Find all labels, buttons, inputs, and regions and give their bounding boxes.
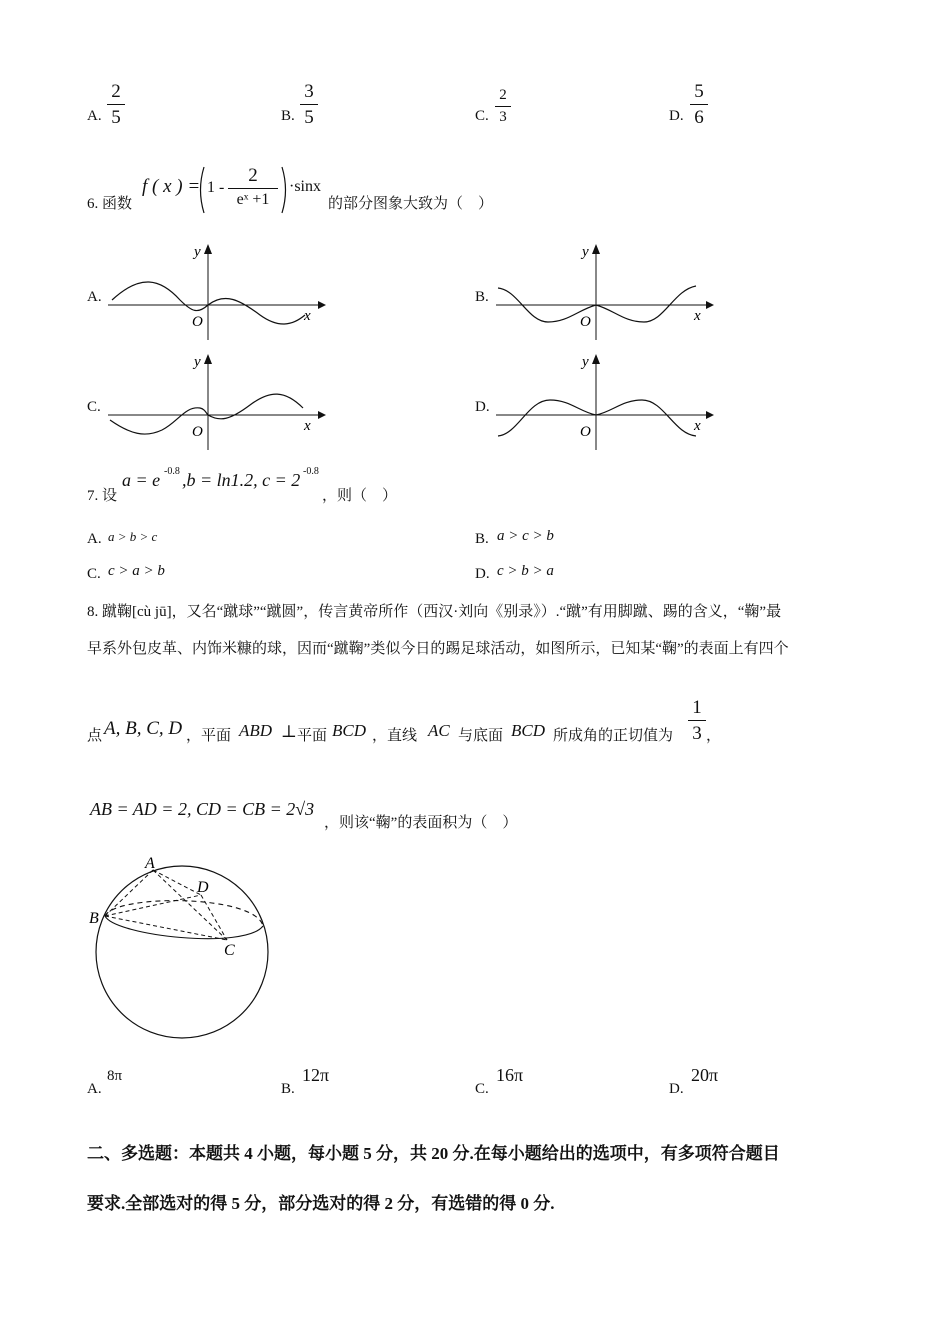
q6-option-c-label[interactable]: C. xyxy=(87,399,101,415)
x-label: x xyxy=(694,308,701,324)
q7-exp-c: -0.8 xyxy=(303,466,319,477)
q7-expr-b: ,b = ln1.2, c = 2 xyxy=(182,470,301,490)
point-c-label: C xyxy=(224,942,235,959)
denominator: 6 xyxy=(694,107,704,128)
q8-line-1: 8. 蹴鞠[cù jū]，又名“蹴球”“蹴圆”，传言黄帝所作（西汉·刘向《别录》）.“蹴”有用脚蹴、踢的含义，“鞠”最 xyxy=(87,604,782,620)
q8-points: A, B, C, D xyxy=(104,718,183,739)
q7-option-c-text: c > a > b xyxy=(108,563,165,579)
curve xyxy=(498,400,696,436)
origin-label: O xyxy=(580,314,591,330)
denominator: eˣ +1 xyxy=(236,191,270,208)
q7-expr-a: a = e xyxy=(122,470,161,490)
origin-label: O xyxy=(580,424,591,440)
y-arrow-icon xyxy=(204,244,212,254)
q8-option-a-text: 8π xyxy=(107,1068,123,1084)
q8-option-c-text: 16π xyxy=(496,1065,524,1085)
q6-graph-c xyxy=(100,350,330,455)
q6-one-minus: 1 - xyxy=(207,179,225,196)
denominator: 3 xyxy=(499,109,507,125)
q6-prefix: 6. 函数 xyxy=(87,196,133,212)
q6-fraction xyxy=(228,166,278,208)
q8-option-d-text: 20π xyxy=(691,1065,719,1085)
section2-heading-line-1: 二、多选题：本题共 4 小题，每小题 5 分，共 20 分.在每小题给出的选项中，有多项符合题目 xyxy=(87,1144,780,1163)
q8-option-b-text: 12π xyxy=(302,1065,330,1085)
y-arrow-icon xyxy=(592,354,600,364)
q8-line3-prefix: 点 xyxy=(87,728,103,744)
q8-plane1: ABD xyxy=(239,721,273,740)
q8-plane1-pre: ，平面 xyxy=(186,728,232,744)
q7-suffix: ，则（ ） xyxy=(322,488,398,504)
y-label: y xyxy=(582,244,589,260)
tetrahedron-edges xyxy=(105,870,227,940)
q8-tan-fraction xyxy=(688,698,706,743)
y-label: y xyxy=(194,244,201,260)
q8-comma: ， xyxy=(706,728,722,744)
q8-option-a-label: A. xyxy=(87,1081,102,1097)
origin-label: O xyxy=(192,314,203,330)
q8-condition: AB = AD = 2, CD = CB = 2√3 xyxy=(90,799,315,819)
q8-base-pre: 与底面 xyxy=(458,728,504,744)
numerator: 2 xyxy=(248,165,258,186)
y-arrow-icon xyxy=(592,244,600,254)
q6-graph-b xyxy=(488,240,718,345)
denominator: 3 xyxy=(692,723,702,744)
q6-suffix: 的部分图象大致为（ ） xyxy=(328,196,494,212)
x-label: x xyxy=(304,418,311,434)
ellipse-back xyxy=(105,901,263,926)
curve xyxy=(498,286,696,322)
q8-option-b-label: B. xyxy=(281,1081,295,1097)
q7-prefix: 7. 设 xyxy=(87,488,118,504)
q6-graph-a xyxy=(100,240,330,345)
y-label: y xyxy=(582,354,589,370)
q5-option-d-fraction xyxy=(690,82,708,127)
q8-plane2-pre: 平面 xyxy=(297,728,328,744)
x-arrow-icon xyxy=(706,411,714,419)
q8-line-2: 早系外包皮革、内饰米糠的球，因而“蹴鞠”类似今日的踢足球活动，如图所示，已知某“鞠”的表面上有四个 xyxy=(87,641,789,657)
q6-function-name: f ( x ) = xyxy=(142,176,201,197)
curve xyxy=(110,394,303,434)
q5-option-a-label: A. xyxy=(87,108,102,124)
denominator: 5 xyxy=(111,107,121,128)
q5-option-c-label: C. xyxy=(475,108,489,124)
q5-option-b-label: B. xyxy=(281,108,295,124)
q6-option-b-label[interactable]: B. xyxy=(475,289,489,305)
q7-option-d-label: D. xyxy=(475,566,490,582)
numerator: 2 xyxy=(111,81,121,102)
q8-plane2: BCD xyxy=(332,721,366,740)
x-arrow-icon xyxy=(706,301,714,309)
q5-option-c-fraction xyxy=(495,88,511,125)
q7-exp-a: -0.8 xyxy=(164,466,180,477)
q8-line-ac: AC xyxy=(428,721,450,740)
x-arrow-icon xyxy=(318,411,326,419)
q8-sphere-figure xyxy=(85,850,275,1045)
q6-option-d-label[interactable]: D. xyxy=(475,399,490,415)
q8-option-d-label: D. xyxy=(669,1081,684,1097)
y-arrow-icon xyxy=(204,354,212,364)
q8-option-c-label: C. xyxy=(475,1081,489,1097)
point-b-label: B xyxy=(89,910,99,927)
numerator: 3 xyxy=(304,81,314,102)
q5-option-d-label: D. xyxy=(669,108,684,124)
q5-option-a-fraction xyxy=(107,82,125,127)
denominator: 5 xyxy=(304,107,314,128)
numerator: 5 xyxy=(694,81,704,102)
section2-heading-line-2: 要求.全部选对的得 5 分，部分选对的得 2 分，有选错的得 0 分. xyxy=(87,1194,555,1213)
q8-base: BCD xyxy=(511,721,545,740)
q8-line-pre: ，直线 xyxy=(372,728,418,744)
q6-option-a-label[interactable]: A. xyxy=(87,289,102,305)
q7-option-c-label: C. xyxy=(87,566,101,582)
origin-label: O xyxy=(192,424,203,440)
q5-option-b-fraction xyxy=(300,82,318,127)
x-arrow-icon xyxy=(318,301,326,309)
numerator: 2 xyxy=(499,87,507,103)
x-label: x xyxy=(694,418,701,434)
q8-perp: ⊥ xyxy=(281,722,297,741)
q6-graph-d xyxy=(488,350,718,455)
point-d-label: D xyxy=(197,879,209,896)
point-a-label: A xyxy=(145,855,155,872)
q8-tan-text: 所成角的正切值为 xyxy=(553,728,674,744)
q7-option-a-label: A. xyxy=(87,531,102,547)
q7-option-b-text: a > c > b xyxy=(497,528,554,544)
q7-option-a-text: a > b > c xyxy=(108,529,158,544)
ellipse-front xyxy=(105,916,263,939)
q7-option-d-text: c > b > a xyxy=(497,563,554,579)
q7-option-b-label: B. xyxy=(475,531,489,547)
sphere-outline xyxy=(96,866,268,1038)
y-label: y xyxy=(194,354,201,370)
numerator: 1 xyxy=(692,697,702,718)
q8-condition-suffix: ，则该“鞠”的表面积为（ ） xyxy=(324,815,518,831)
q6-sin: ·sinx xyxy=(289,178,321,195)
x-label: x xyxy=(304,308,311,324)
